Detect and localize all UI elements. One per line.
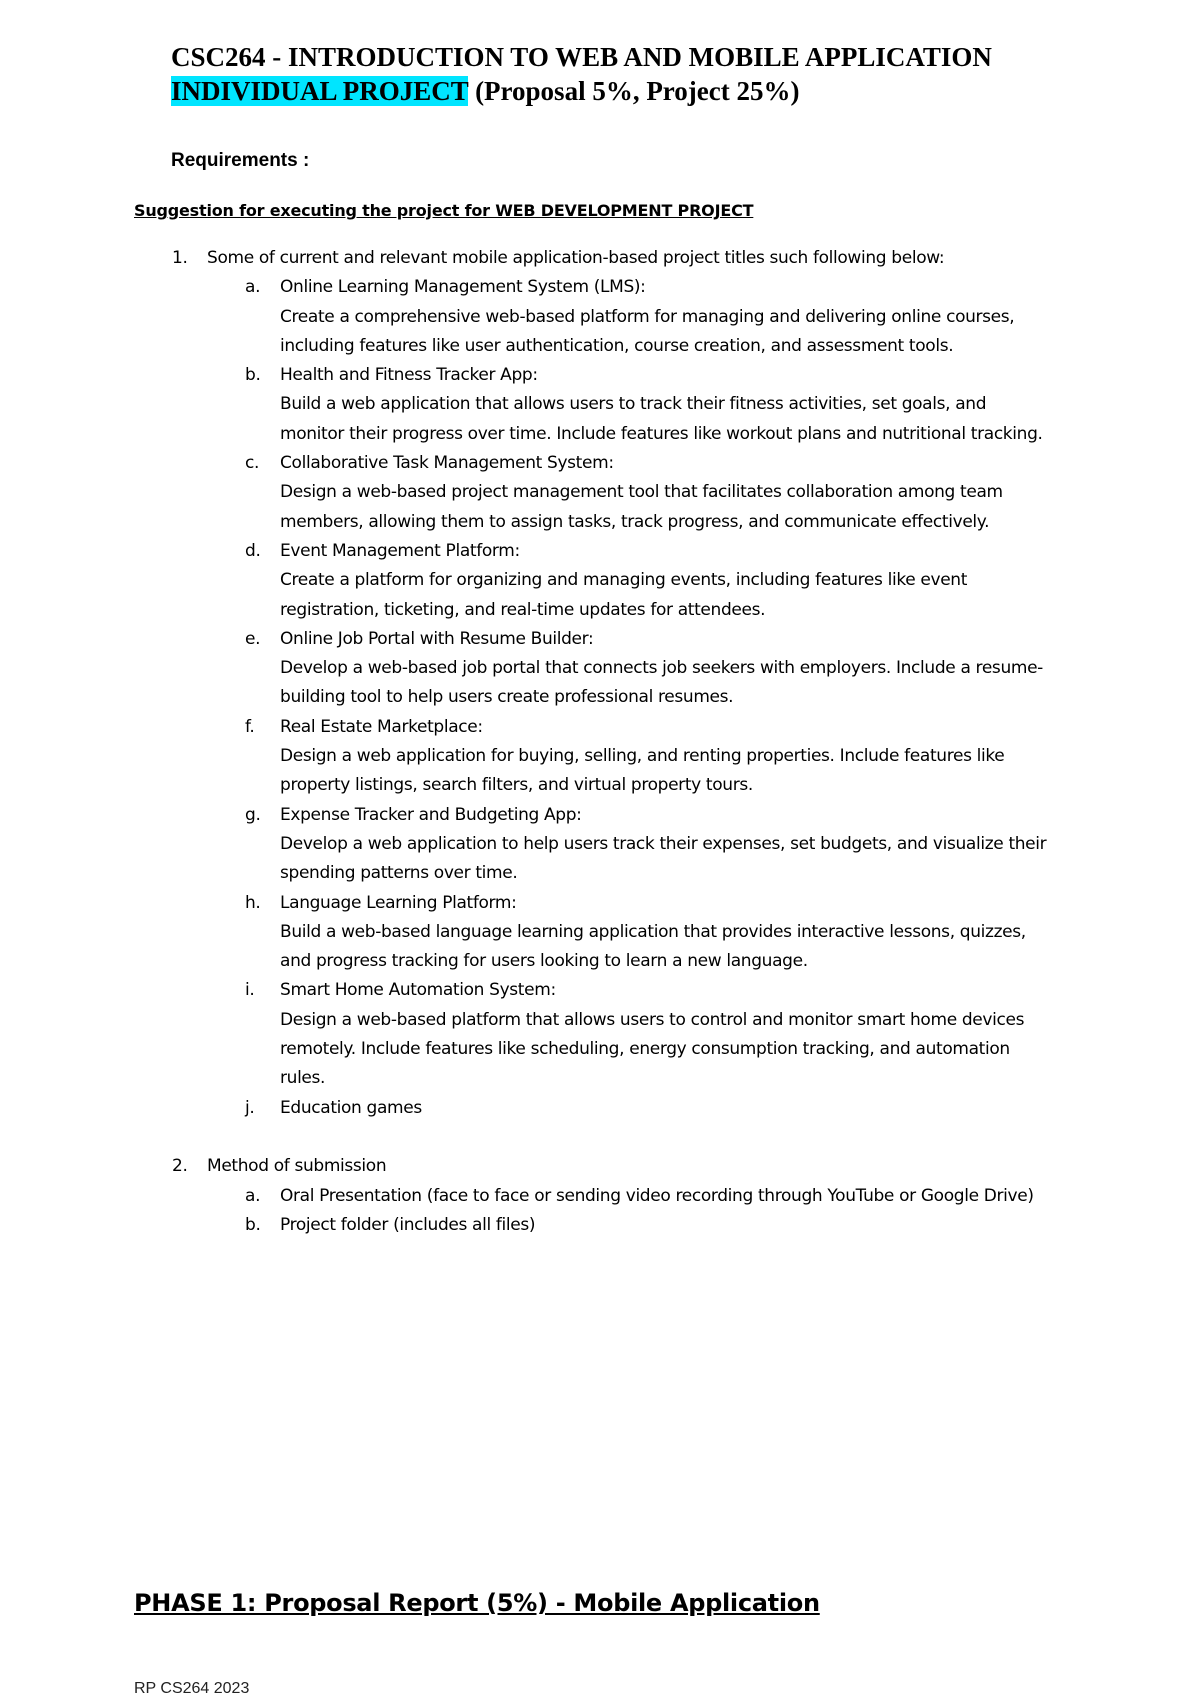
sub-item-desc (0, 859, 1200, 888)
project-description: remotely. Include features like scheduling, energy consumption tracking, and automation (280, 1039, 1010, 1060)
list-item-2 (0, 1152, 1200, 1181)
sub-item-letter: c. (245, 453, 260, 474)
sub-item-title (0, 1094, 1200, 1123)
sub-item-desc (0, 830, 1200, 859)
list-item-text: Some of current and relevant mobile application-based project titles such following below: (207, 248, 945, 268)
sub-item-desc (0, 596, 1200, 625)
sub-item-desc (0, 742, 1200, 771)
sub-item-letter: g. (245, 804, 261, 825)
sub-item-title (0, 625, 1200, 654)
sub-item-letter: a. (245, 1185, 261, 1206)
sub-item-desc (0, 566, 1200, 595)
sub-item-letter: d. (245, 540, 261, 561)
project-title: Smart Home Automation System: (280, 980, 556, 1001)
sub-item-letter: j. (245, 1097, 255, 1118)
document-title (171, 40, 992, 108)
project-description: Build a web-based language learning application that provides interactive lessons, quizzes, (280, 921, 1026, 942)
project-description: Design a web application for buying, selling, and renting properties. Include features like (280, 746, 1005, 767)
sub-item-desc (0, 1006, 1200, 1035)
list-number: 1. (172, 248, 188, 268)
sub-item-title (0, 361, 1200, 390)
sub-item-desc (0, 771, 1200, 800)
project-description: property listings, search filters, and virtual property tours. (280, 775, 753, 796)
requirements-label: Requirements : (171, 150, 310, 171)
project-description: Design a web-based project management tool that facilitates collaboration among team (280, 482, 1003, 503)
title-line-2 (171, 74, 992, 108)
title-line-1: CSC264 - INTRODUCTION TO WEB AND MOBILE APPLICATION (171, 42, 992, 72)
sub-item-desc (0, 918, 1200, 947)
project-title: Education games (280, 1097, 422, 1118)
project-description: Create a platform for organizing and managing events, including features like event (280, 570, 968, 591)
sub-item-desc (0, 654, 1200, 683)
list-item-text: Method of submission (207, 1156, 387, 1177)
project-title: Expense Tracker and Budgeting App: (280, 804, 582, 825)
sub-item-desc (0, 683, 1200, 712)
project-description: Develop a web application to help users track their expenses, set budgets, and visualize their (280, 833, 1047, 854)
project-description: and progress tracking for users looking to learn a new language. (280, 951, 808, 972)
project-title: Online Learning Management System (LMS): (280, 277, 646, 298)
project-title: Event Management Platform: (280, 540, 520, 561)
sub-item-desc (0, 478, 1200, 507)
project-description: Create a comprehensive web-based platform for managing and delivering online courses, (280, 306, 1015, 327)
sub-item-title (0, 537, 1200, 566)
submission-method: Project folder (includes all files) (280, 1214, 536, 1235)
title-highlight: INDIVIDUAL PROJECT (171, 76, 469, 106)
sub-item-letter: b. (245, 365, 261, 386)
sub-item-title (0, 976, 1200, 1005)
project-description: spending patterns over time. (280, 863, 518, 884)
sub-item-letter: h. (245, 892, 261, 913)
sub-item-desc (0, 1064, 1200, 1093)
list-number: 2. (172, 1156, 188, 1177)
phase-heading: PHASE 1: Proposal Report (5%) - Mobile Application (134, 1589, 820, 1617)
sub-item-letter: e. (245, 628, 261, 649)
project-description: Design a web-based platform that allows users to control and monitor smart home devices (280, 1009, 1025, 1030)
sub-item-desc (0, 508, 1200, 537)
sub-item-title (0, 1182, 1200, 1211)
sub-item-letter: f. (245, 716, 255, 737)
project-list (0, 244, 1200, 1240)
sub-item-desc (0, 390, 1200, 419)
sub-item-title (0, 273, 1200, 302)
suggestion-heading: Suggestion for executing the project for WEB DEVELOPMENT PROJECT (134, 201, 754, 220)
project-title: Real Estate Marketplace: (280, 716, 483, 737)
sub-item-letter: b. (245, 1214, 261, 1235)
list-item-1 (0, 244, 1200, 273)
project-title: Language Learning Platform: (280, 892, 517, 913)
title-weighting: (Proposal 5%, Project 25%) (468, 76, 800, 106)
sub-item-desc (0, 947, 1200, 976)
project-description: monitor their progress over time. Include features like workout plans and nutritional tracking. (280, 423, 1043, 444)
project-description: including features like user authentication, course creation, and assessment tools. (280, 335, 954, 356)
project-title: Collaborative Task Management System: (280, 453, 614, 474)
sub-item-desc (0, 1035, 1200, 1064)
sub-item-desc (0, 303, 1200, 332)
project-description: Build a web application that allows users to track their fitness activities, set goals, and (280, 394, 987, 415)
submission-method: Oral Presentation (face to face or sending video recording through YouTube or Google Drive) (280, 1185, 1034, 1206)
sub-item-title (0, 713, 1200, 742)
project-description: building tool to help users create professional resumes. (280, 687, 734, 708)
sub-item-desc (0, 420, 1200, 449)
project-description: Develop a web-based job portal that connects job seekers with employers. Include a resume- (280, 658, 1043, 679)
sub-item-title (0, 801, 1200, 830)
sub-item-title (0, 449, 1200, 478)
project-description: rules. (280, 1068, 326, 1089)
blank-line (0, 1123, 1200, 1152)
project-title: Online Job Portal with Resume Builder: (280, 628, 594, 649)
project-title: Health and Fitness Tracker App: (280, 365, 538, 386)
sub-item-title (0, 1211, 1200, 1240)
sub-item-desc (0, 332, 1200, 361)
sub-item-title (0, 889, 1200, 918)
sub-item-letter: a. (245, 277, 261, 298)
project-description: members, allowing them to assign tasks, track progress, and communicate effectively. (280, 511, 990, 532)
sub-item-letter: i. (245, 980, 255, 1001)
page-footer: RP CS264 2023 (134, 1680, 250, 1697)
project-description: registration, ticketing, and real-time updates for attendees. (280, 599, 766, 620)
